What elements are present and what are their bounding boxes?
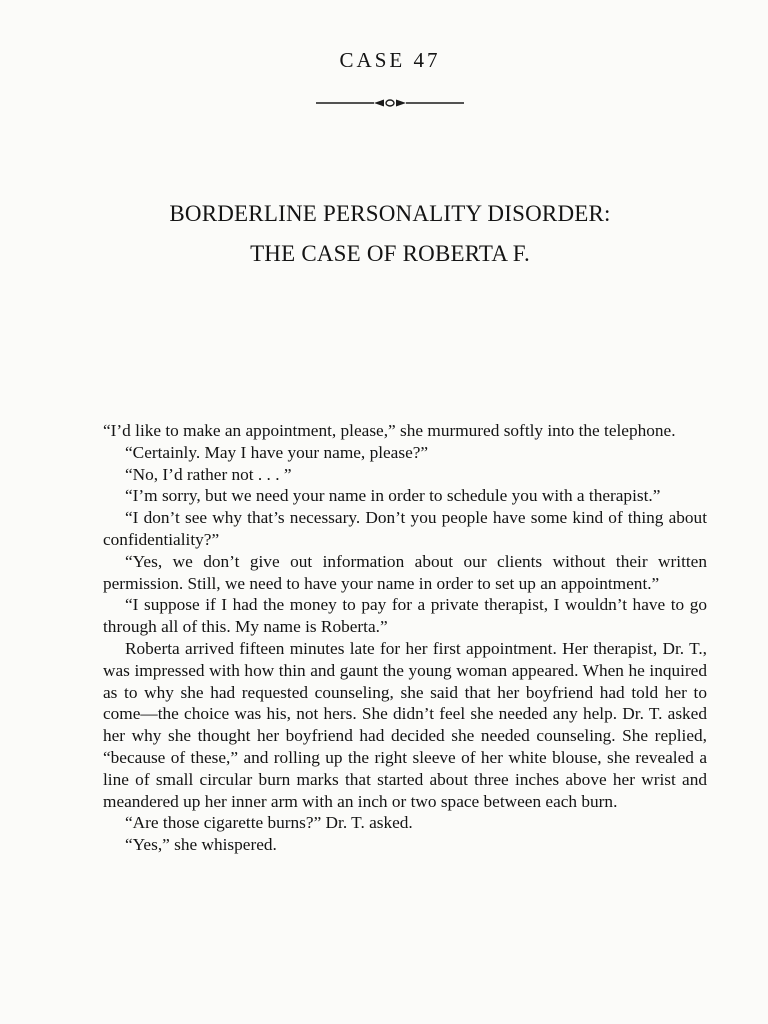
- paragraph: “Certainly. May I have your name, please?”: [125, 442, 429, 462]
- chapter-title-line-2: THE CASE OF ROBERTA F.: [250, 241, 530, 266]
- body-text: [103, 420, 707, 856]
- paragraph: Roberta arrived fifteen minutes late for her first appointment. Her therapist, Dr. T., was impressed with how thin and gaunt the young woman appeared. When he inquired as to why she had requested counseling, she said that her boyfriend had told her to come—the choice was his, not hers. She didn’t feel she needed any help. Dr. T. asked her why she thought her boyfriend had decided she needed counseling. She replied, “because of these,” and rolling up the right sleeve of her white blouse, she revealed a line of small circular burn marks that started about three inches above her wrist and meandered up her inner arm with an inch or two space between each burn.: [103, 638, 707, 811]
- paragraph: “No, I’d rather not . . . ”: [125, 464, 292, 484]
- paragraph: “Yes, we don’t give out information about our clients without their written permission. Still, we need to have your name in order to set up an appointment.”: [103, 551, 707, 593]
- chapter-title: [60, 194, 720, 274]
- case-number-heading: CASE 47: [339, 48, 441, 72]
- chapter-title-line-1: BORDERLINE PERSONALITY DISORDER:: [169, 201, 611, 226]
- ornamental-divider: [316, 96, 464, 110]
- paragraph: “I don’t see why that’s necessary. Don’t you people have some kind of thing about confidentiality?”: [103, 508, 707, 549]
- paragraph: “I’m sorry, but we need your name in order to schedule you with a therapist.”: [125, 486, 661, 506]
- paragraph: “I’d like to make an appointment, please,” she murmured softly into the telephone.: [103, 421, 676, 440]
- paragraph: “Yes,” she whispered.: [125, 835, 277, 855]
- paragraph: “Are those cigarette burns?” Dr. T. asked.: [125, 813, 413, 833]
- paragraph: “I suppose if I had the money to pay for a private therapist, I wouldn’t have to go through all of this. My name is Roberta.”: [103, 595, 707, 637]
